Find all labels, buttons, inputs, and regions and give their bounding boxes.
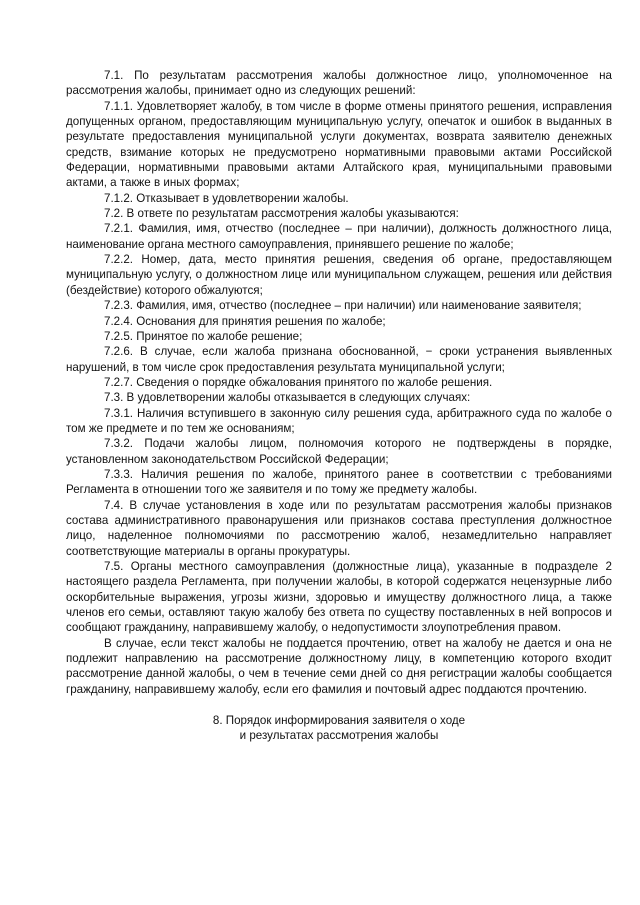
paragraph-7-2: 7.2. В ответе по результатам рассмотрения жалобы указываются: bbox=[104, 207, 459, 221]
paragraph-7-2-6: 7.2.6. В случае, если жалоба признана обоснованной, − сроки устранения выявленных нарушений, в том числе срок предоставления результата муниципальной услуги; bbox=[66, 345, 612, 374]
paragraph-7-1-2: 7.1.2. Отказывает в удовлетворении жалобы. bbox=[104, 191, 349, 205]
paragraph-7-2-1: 7.2.1. Фамилия, имя, отчество (последнее – при наличии), должность должностного лица, наименование органа местного самоуправления, принявшего решение по жалобе; bbox=[66, 222, 612, 251]
section-8-heading bbox=[66, 713, 612, 744]
paragraph-7-3: 7.3. В удовлетворении жалобы отказывается в следующих случаях: bbox=[104, 391, 471, 405]
paragraph-7-3-3: 7.3.3. Наличия решения по жалобе, принятого ранее в соответствии с требованиями Регламента в отношении того же заявителя и по тому же предмету жалобы. bbox=[66, 467, 612, 497]
paragraph-7-1: 7.1. По результатам рассмотрения жалобы должностное лицо, уполномоченное на рассмотрения жалобы, принимает одно из следующих решений: bbox=[66, 69, 612, 98]
paragraph-7-4: 7.4. В случае установления в ходе или по результатам рассмотрения жалобы признаков состава административного правонарушения или признаков состава преступления должностное лицо, наделенное полномочиями по рассмотрению жалоб, незамедлительно направляет соответствующие материалы в органы прокуратуры. bbox=[66, 498, 612, 558]
document-page bbox=[66, 68, 612, 744]
paragraph-7-2-5: 7.2.5. Принятое по жалобе решение; bbox=[104, 329, 303, 343]
paragraph-7-1-1: 7.1.1. Удовлетворяет жалобу, в том числе в форме отмены принятого решения, исправления допущенных органом, предоставляющим муниципальную услугу, опечаток и ошибок в выданных в результате предоставления муниципальной услуги документах, возврата заявителю денежных средств, взимание которых не предусмотрено нормативными правовыми актами Российской Федерации, нормативными правовыми актами Алтайского края, муниципальными правовыми актами, а также в иных формах; bbox=[66, 99, 612, 190]
section-8-heading-line2: и результатах рассмотрения жалобы bbox=[239, 729, 439, 743]
paragraph-7-2-3: 7.2.3. Фамилия, имя, отчество (последнее – при наличии) или наименование заявителя; bbox=[104, 299, 582, 313]
paragraph-7-3-1: 7.3.1. Наличия вступившего в законную силу решения суда, арбитражного суда по жалобе о том же предмете и по тем же основаниям; bbox=[66, 406, 612, 435]
paragraph-7-2-4: 7.2.4. Основания для принятия решения по жалобе; bbox=[104, 314, 386, 328]
paragraph-7-3-2: 7.3.2. Подачи жалобы лицом, полномочия которого не подтверждены в порядке, установленном законодательством Российской Федерации; bbox=[66, 437, 612, 466]
paragraph-illegible-complaint: В случае, если текст жалобы не поддается прочтению, ответ на жалобу не дается и она не подлежит направлению на рассмотрение должностному лицу, в компетенцию которого входит рассмотрение данной жалобы, о чем в течение семи дней со дня регистрации жалобы сообщается гражданину, направившему жалобу, если его фамилия и почтовый адрес поддаются прочтению. bbox=[66, 636, 612, 696]
paragraph-7-2-7: 7.2.7. Сведения о порядке обжалования принятого по жалобе решения. bbox=[104, 375, 493, 389]
section-8-heading-line1: 8. Порядок информирования заявителя о ходе bbox=[212, 714, 466, 728]
paragraph-7-2-2: 7.2.2. Номер, дата, место принятия решения, сведения об органе, предоставляющем муниципальную услугу, о должностном лице или муниципальном служащем, решения или действия (бездействие) которого обжалуются; bbox=[66, 253, 612, 297]
paragraph-7-5: 7.5. Органы местного самоуправления (должностные лица), указанные в подразделе 2 настоящего раздела Регламента, при получении жалобы, в которой содержатся нецензурные либо оскорбительные выражения, угрозы жизни, здоровью и имуществу должностного лица, а также членов его семьи, оставляют такую жалобу без ответа по существу поставленных в ней вопросов и сообщают гражданину, направившему жалобу, о недопустимости злоупотребления правом. bbox=[66, 560, 612, 635]
